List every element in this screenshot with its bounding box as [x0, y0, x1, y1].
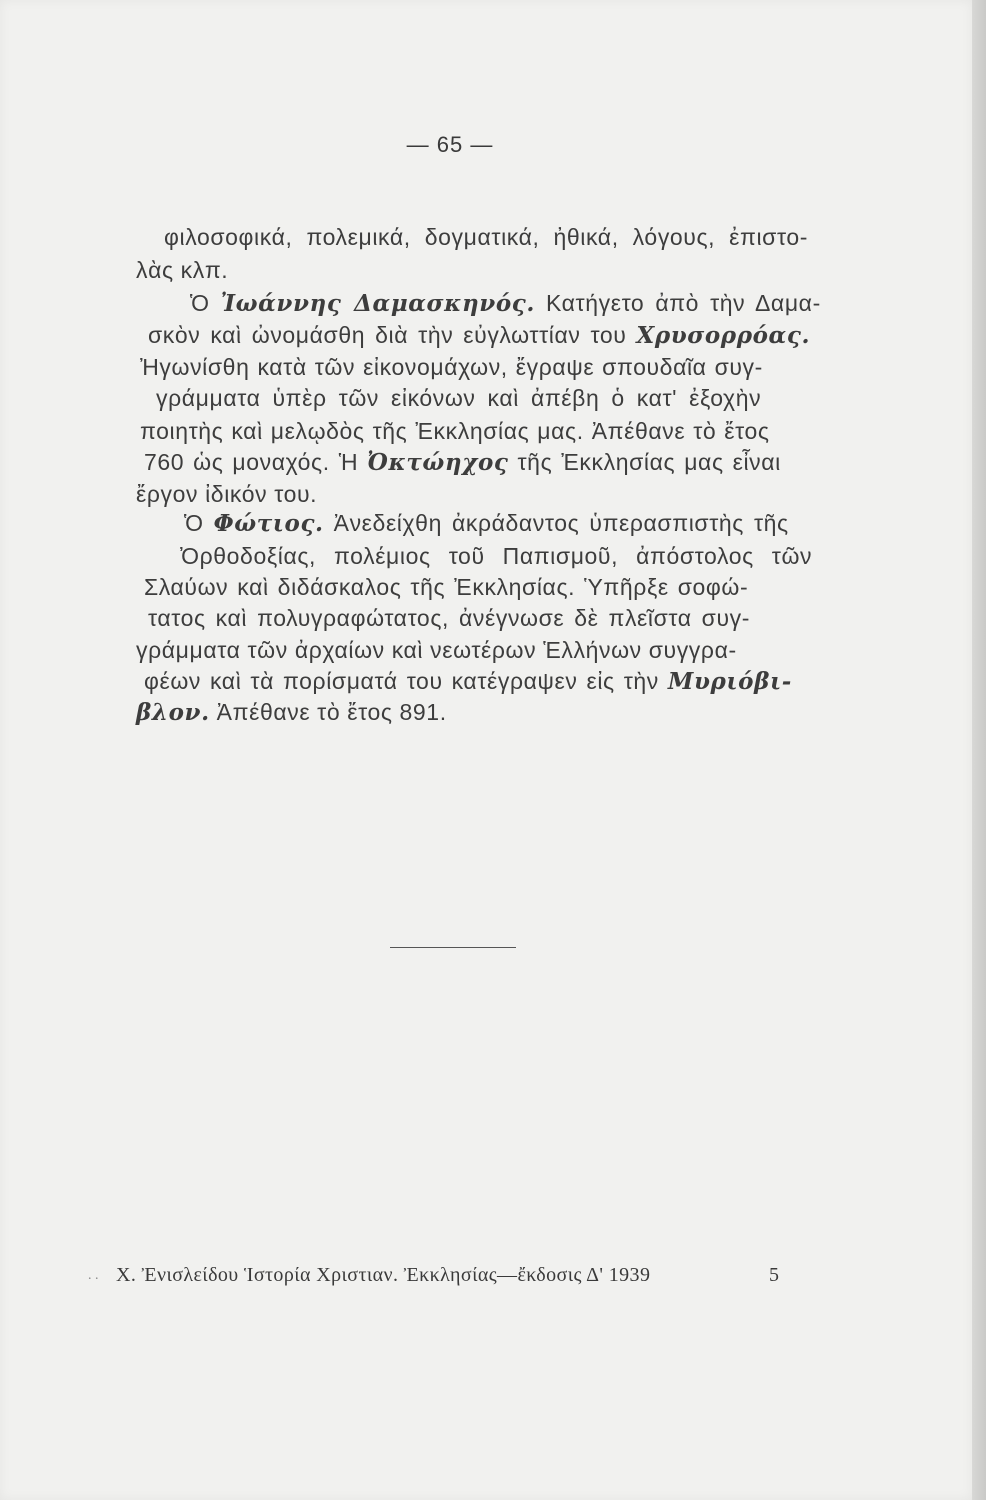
text-line-2-text: λὰς κλπ. [135, 257, 229, 283]
text-line-6-text: γράμματα ὑπὲρ τῶν εἰκόνων καὶ ἀπέβη ὁ κατ' ἐξοχὴν [155, 385, 762, 411]
person-name-fotios: Φώτιος. [213, 510, 324, 537]
printer-signature-number: 5 [769, 1264, 779, 1286]
text-line-14-text: γράμματα τῶν ἀρχαίων καὶ νεωτέρων Ἑλλήνων συγγρα- [135, 637, 737, 663]
text-line-3-rest: Κατήγετο ἀπὸ τὴν Δαμα- [535, 290, 821, 316]
text-line-16-rest: Ἀπέθανε τὸ ἔτος 891. [209, 699, 447, 725]
text-line-11-text: Ὀρθοδοξίας, πολέμιος τοῦ Παπισμοῦ, ἀπόστολος τῶν [179, 543, 813, 569]
text-line-15-text: φέων καὶ τὰ πορίσματά του κατέγραψεν εἰς τὴν [143, 668, 668, 694]
text-line-8-text: 760 ὡς μοναχός. Ἡ [143, 449, 368, 475]
page-number: — 65 — [406, 132, 494, 157]
text-line-7-text: ποιητὴς καὶ μελῳδὸς τῆς Ἐκκλησίας μας. Ἀπέθανε τὸ ἔτος [139, 418, 770, 444]
text-line-9-text: ἔργον ἰδικόν του. [135, 481, 318, 507]
text-line-16 [108, 667, 447, 758]
text-line-5-text: Ἠγωνίσθη κατὰ τῶν εἰκονομάχων, ἔγραψε σπουδαῖα συγ- [139, 354, 763, 380]
footer-signature-line [0, 1264, 986, 1294]
person-name-ioannis-damaskinos: Ἰωάννης Δαμασκηνός. [220, 290, 535, 317]
epithet-chrysorroas: Χρυσορρόας. [636, 322, 811, 349]
section-divider [390, 947, 516, 948]
text-line-10-text: Ὁ [163, 510, 214, 536]
text-line-8-rest: τῆς Ἐκκλησίας μας εἶναι [508, 449, 781, 475]
footer-book-reference: Χ. Ἐνισλείδου Ἱστορία Χριστιαν. Ἐκκλησίας—ἔκδοσις Δ' 1939 [116, 1264, 651, 1286]
footer-marks: . . [88, 1268, 99, 1283]
book-title-oktoichos: Ὀκτώηχος [367, 449, 509, 476]
text-line-4-text: σκὸν καὶ ὠνομάσθη διὰ τὴν εὐγλωττίαν του [147, 322, 637, 348]
text-line-1-text: φιλοσοφικά, πολεμικά, δογματικά, ἠθικά, λόγους, ἐπιστο- [163, 224, 808, 250]
text-line-10-rest: Ἀνεδείχθη ἀκράδαντος ὑπερασπιστὴς τῆς [323, 510, 789, 536]
text-line-3-text: Ὁ [167, 290, 221, 316]
book-title-myriobiblon-part1: Μυριόβι- [667, 668, 792, 695]
book-title-myriobiblon-part2: βλον. [135, 699, 210, 726]
text-line-13-text: τατος καὶ πολυγραφώτατος, ἀνέγνωσε δὲ πλεῖστα συγ- [147, 605, 750, 631]
page-edge [972, 0, 986, 1500]
text-line-12-text: Σλαύων καὶ διδάσκαλος τῆς Ἐκκλησίας. Ὑπῆρξε σοφώ- [143, 574, 749, 600]
